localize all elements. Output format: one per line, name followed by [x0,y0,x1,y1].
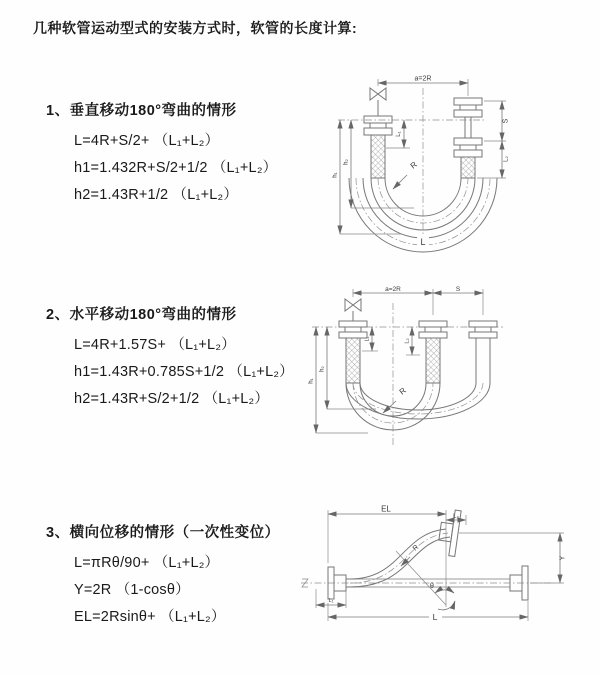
construction-line-diagonal [396,551,446,605]
dim-label-l2: L₂ [404,338,411,344]
dim-label-s: S [502,118,510,124]
braided-hose-left [371,135,385,178]
radius-leader-arrow [393,175,407,189]
length-label: L [420,237,426,247]
formula-line: Y=2R （1-cosθ） [74,582,190,598]
radius-label: R [408,159,419,171]
dim-label-l1: L₁ [396,131,402,137]
left-flange [339,321,367,338]
formula-line: L=4R+S/2+ （L₁+L₂） [74,133,220,149]
middle-flange [419,321,447,338]
page-title: 几种软管运动型式的安装方式时，软管的长度计算: [33,20,358,36]
section-1-heading: 1、垂直移动180°弯曲的情形 [46,103,237,119]
formula-line: h2=1.43R+1/2 （L₁+L₂） [74,187,239,203]
valve-icon [370,88,386,100]
diagram-vertical-180-bend [316,72,586,255]
formula-line: L=πRθ/90+ （L₁+L₂） [74,555,220,571]
valve-icon [345,299,361,311]
formula-line: L=4R+1.57S+ （L₁+L₂） [74,337,236,353]
dim-label-s: S [455,286,461,293]
diagram-lateral-displacement [298,505,598,650]
dim-label-y: Y [559,555,567,561]
dim-label-l1: L₁ [364,336,371,342]
dim-label-l1: L₁ [328,598,334,604]
right-flange-lower [454,138,482,157]
dim-label-h1: h₁ [308,378,315,384]
formula-line: h1=1.43R+0.785S+1/2 （L₁+L₂） [74,364,294,380]
hose-right-walls [476,338,490,383]
dim-label-el: EL [381,505,391,514]
braided-hose-middle [426,338,440,383]
hose-loop-arcs [346,383,490,430]
dim-label-h2: h₂ [319,366,326,372]
dim-label-a2r: a=2R [385,286,401,293]
section-vertical-180 [46,99,277,209]
formula-line: h2=1.43R+S/2+1/2 （L₁+L₂） [74,391,270,407]
angle-arc-2 [438,601,455,610]
dim-label-l: L [432,612,438,622]
section-2-heading: 2、水平移动180°弯曲的情形 [46,307,237,323]
dim-label-h1: h₁ [332,172,339,178]
dim-label-l2: L₂ [503,156,510,162]
dim-label-a2r: a=2R [414,75,432,83]
radius-label: R [397,385,408,397]
hose-displaced-curve [350,529,450,587]
formula-line: h1=1.432R+S/2+1/2 （L₁+L₂） [74,160,278,176]
right-flange-upper [454,98,482,117]
braided-hose-left [346,338,360,383]
section-2-formulas [74,332,294,413]
dim-label-h2: h₂ [343,159,350,165]
section-3-formulas [74,550,280,631]
right-flange [469,321,497,338]
left-flange [364,116,392,135]
angle-arc [435,590,454,593]
dim-label-l2: L₂ [453,514,459,520]
section-horizontal-180 [46,303,294,413]
braided-hose-right [461,157,475,178]
section-3-heading: 3、横向位移的情形（一次性变位） [46,525,280,541]
radius-leader-arrow [383,401,396,413]
section-1-formulas [74,128,277,209]
formula-line: EL=2Rsinθ+ （L₁+L₂） [74,609,226,625]
section-lateral-displacement [46,521,280,631]
angle-label-theta: θ [430,583,434,590]
radius-label: R [411,543,421,553]
diagram-horizontal-180-bend [298,285,598,457]
